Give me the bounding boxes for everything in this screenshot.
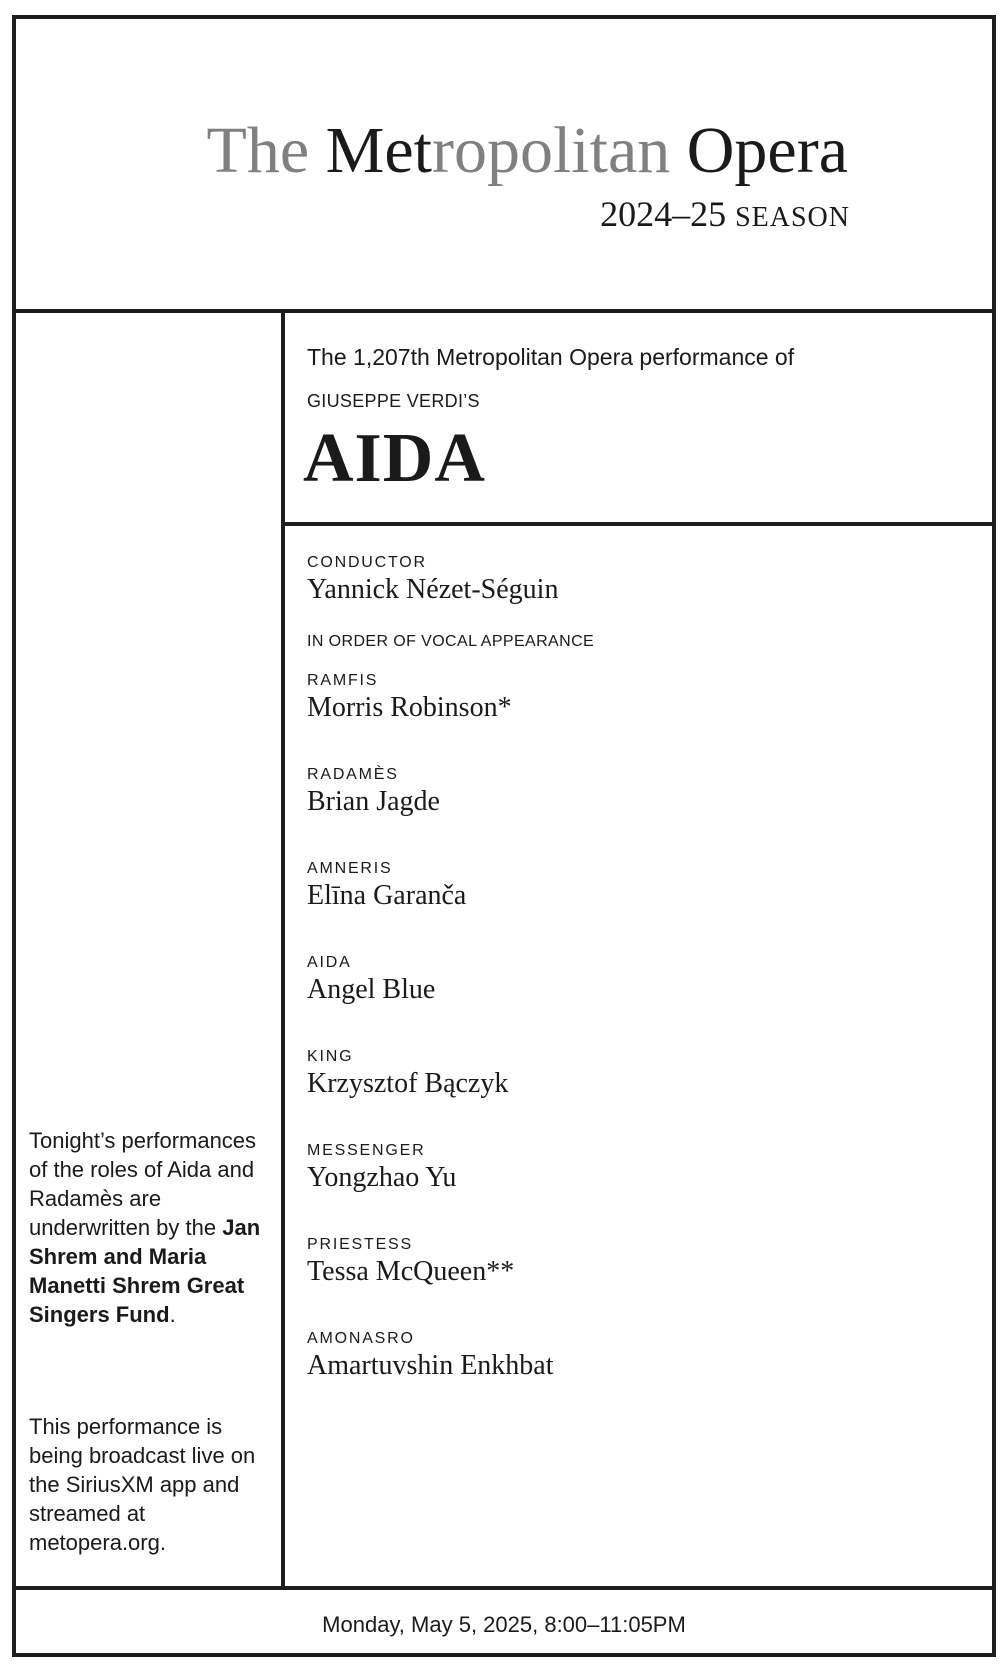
cast-entry	[307, 765, 594, 819]
brand-opera: Opera	[686, 114, 848, 187]
artist-name: Elīna Garanča	[307, 880, 467, 911]
brand-ropolitan: ropolitan	[431, 114, 671, 187]
composer-name: GIUSEPPE VERDI’S	[307, 391, 480, 411]
role-label: RADAMÈS	[307, 766, 399, 783]
cast-entry	[307, 953, 594, 1007]
artist-name: Brian Jagde	[307, 786, 440, 817]
cast-entry	[307, 1329, 594, 1383]
met-opera-logo	[206, 114, 848, 187]
season-word: SEASON	[735, 202, 850, 233]
cast-entry	[307, 1235, 594, 1289]
role-label: MESSENGER	[307, 1142, 426, 1159]
role-label: AMNERIS	[307, 860, 393, 877]
header-divider	[12, 309, 996, 313]
artist-name: Krzysztof Bączyk	[307, 1068, 509, 1099]
underwriting-end: .	[169, 1302, 176, 1327]
cast-entry	[307, 1047, 594, 1101]
artist-name: Morris Robinson*	[307, 692, 512, 723]
cast-entry	[307, 859, 594, 913]
conductor-name: Yannick Nézet-Séguin	[307, 574, 559, 605]
artist-name: Yongzhao Yu	[307, 1162, 457, 1193]
underwriting-fund: Jan Shrem and Maria Manetti Shrem Great Singers Fund	[29, 1215, 261, 1327]
role-label: PRIESTESS	[307, 1236, 414, 1253]
broadcast-note: This performance is being broadcast live on the SiriusXM app and streamed at metopera.org.	[29, 1414, 256, 1555]
artist-name: Tessa McQueen**	[307, 1256, 515, 1287]
conductor-entry	[307, 553, 594, 607]
underwriting-note	[29, 1126, 279, 1329]
season-years: 2024–25	[600, 194, 727, 234]
cast-list	[307, 553, 594, 1423]
role-label: AIDA	[307, 954, 352, 971]
role-label: RAMFIS	[307, 672, 379, 689]
brand-the: The	[206, 114, 310, 187]
cast-entry	[307, 671, 594, 725]
role-label: KING	[307, 1048, 354, 1065]
footer-divider	[12, 1586, 996, 1590]
sidebar-divider	[281, 311, 285, 1590]
underwriting-intro: Tonight’s performances of the roles of Aida and Radamès are underwritten by the	[29, 1128, 257, 1240]
conductor-label: CONDUCTOR	[307, 554, 427, 571]
role-label: AMONASRO	[307, 1330, 415, 1347]
performance-count: The 1,207th Metropolitan Opera performance of	[307, 344, 795, 370]
artist-name: Amartuvshin Enkhbat	[307, 1350, 554, 1381]
vocal-order-note: IN ORDER OF VOCAL APPEARANCE	[307, 633, 595, 650]
season-label	[600, 196, 850, 232]
performance-date: Monday, May 5, 2025, 8:00–11:05PM	[322, 1612, 686, 1637]
title-divider	[283, 522, 996, 526]
cast-entry	[307, 1141, 594, 1195]
artist-name: Angel Blue	[307, 974, 436, 1005]
opera-title: AIDA	[303, 420, 486, 497]
brand-met: Met	[325, 114, 432, 187]
